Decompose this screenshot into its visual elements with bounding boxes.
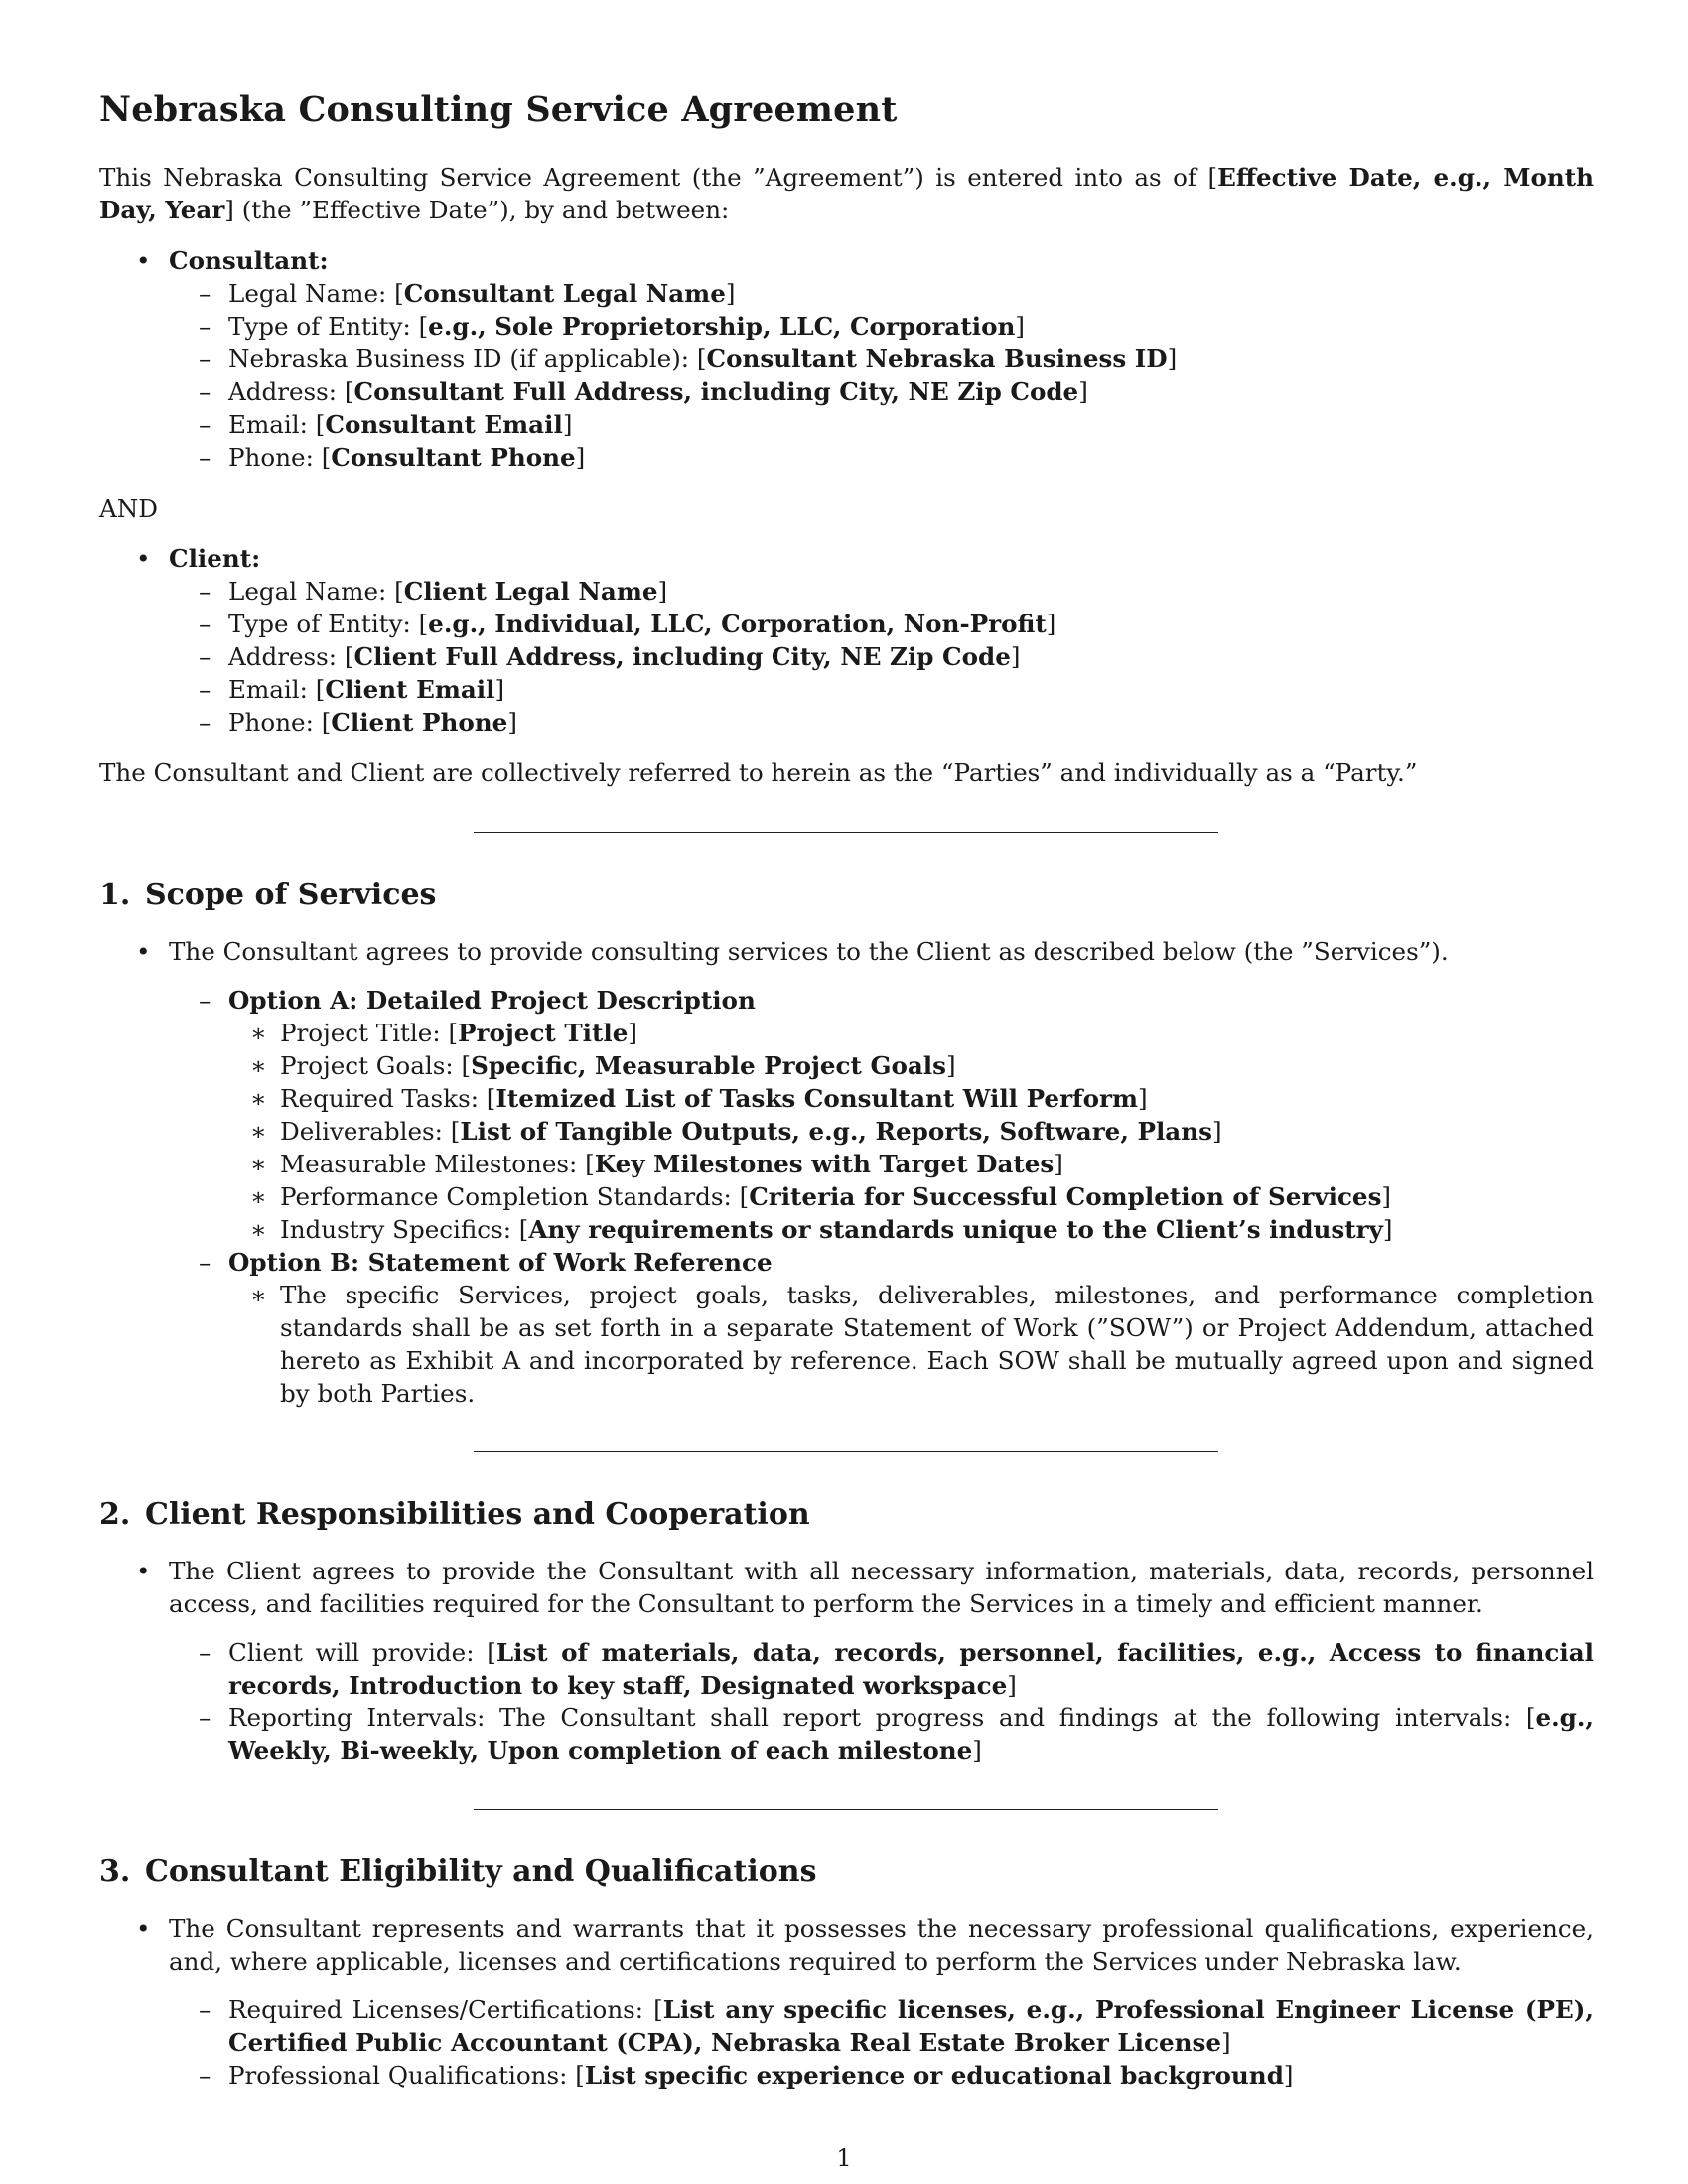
section-3-bullet: • The Consultant represents and warrants that it possesses the necessary professional qualifications, experience, and, where applicable, licenses and certifications required to perform the Services under Nebraska law. [99, 1912, 1594, 1978]
client-field: – Type of Entity: [e.g., Individual, LLC, Corporation, Non-Profit] [99, 608, 1594, 640]
section-2-heading: 2. Client Responsibilities and Cooperation [99, 1497, 810, 1532]
section-3-heading: 3. Consultant Eligibility and Qualifications [99, 1854, 817, 1889]
consultant-field: – Address: [Consultant Full Address, including City, NE Zip Code] [99, 375, 1594, 408]
client-block [99, 542, 1594, 739]
client-field: – Address: [Client Full Address, including City, NE Zip Code] [99, 640, 1594, 673]
intro-paragraph: This Nebraska Consulting Service Agreement (the ”Agreement”) is entered into as of [Effective Date, e.g., Month Day, Year] (the ”Effective Date”), by and between: [99, 163, 1594, 224]
section-2-body [99, 1555, 1594, 1767]
consultant-field: – Email: [Consultant Email] [99, 408, 1594, 441]
licenses-item: – Required Licenses/Certifications: [List any specific licenses, e.g., Professional Engineer License (PE), Certified Public Accountant (CPA), Nebraska Real Estate Broker License] [99, 1993, 1594, 2059]
document-title: Nebraska Consulting Service Agreement [99, 89, 898, 130]
section-2-bullet: • The Client agrees to provide the Consultant with all necessary information, materials, data, records, personnel access, and facilities required for the Consultant to perform the Services in a timely and efficient manner. [99, 1555, 1594, 1620]
section-divider [474, 1451, 1218, 1452]
option-a-item: ∗ Required Tasks: [Itemized List of Tasks Consultant Will Perform] [99, 1082, 1594, 1115]
section-1-bullet: • The Consultant agrees to provide consulting services to the Client as described below (the ”Services”). [99, 935, 1594, 968]
section-3-body [99, 1912, 1594, 2092]
option-a-item: ∗ Performance Completion Standards: [Criteria for Successful Completion of Services] [99, 1180, 1594, 1213]
option-a-item: ∗ Project Goals: [Specific, Measurable Project Goals] [99, 1049, 1594, 1082]
reporting-intervals-item: – Reporting Intervals: The Consultant shall report progress and findings at the following intervals: [e.g., Weekly, Bi-weekly, Upon completion of each milestone] [99, 1702, 1594, 1767]
option-a-item: ∗ Industry Specifics: [Any requirements or standards unique to the Client’s industry] [99, 1213, 1594, 1246]
consultant-field: – Phone: [Consultant Phone] [99, 441, 1594, 474]
page-number: 1 [836, 2144, 852, 2172]
consultant-field: – Legal Name: [Consultant Legal Name] [99, 277, 1594, 310]
option-b-heading: – Option B: Statement of Work Reference [99, 1246, 1594, 1279]
qualifications-item: – Professional Qualifications: [List specific experience or educational background] [99, 2059, 1594, 2092]
client-heading: • Client: [99, 542, 1594, 575]
consultant-heading: • Consultant: [99, 244, 1594, 277]
option-a-item: ∗ Project Title: [Project Title] [99, 1017, 1594, 1049]
client-provide-item: – Client will provide: [List of materials, data, records, personnel, facilities, e.g., Access to financial records, Introduction to key staff, Designated workspace] [99, 1636, 1594, 1702]
section-divider [474, 832, 1218, 833]
section-1-heading: 1. Scope of Services [99, 878, 437, 912]
option-a-item: ∗ Measurable Milestones: [Key Milestones with Target Dates] [99, 1148, 1594, 1180]
consultant-field: – Type of Entity: [e.g., Sole Proprietorship, LLC, Corporation] [99, 310, 1594, 342]
client-field: – Phone: [Client Phone] [99, 706, 1594, 739]
and-separator: AND [99, 494, 158, 523]
parties-paragraph: The Consultant and Client are collectively referred to herein as the “Parties” and individually as a “Party.” [99, 758, 1418, 787]
section-divider [474, 1809, 1218, 1810]
client-field: – Legal Name: [Client Legal Name] [99, 575, 1594, 608]
effective-date-placeholder: Effective Date, e.g., Month Day, Year [99, 163, 1594, 224]
option-a-item: ∗ Deliverables: [List of Tangible Outputs, e.g., Reports, Software, Plans] [99, 1115, 1594, 1148]
consultant-field: – Nebraska Business ID (if applicable): [Consultant Nebraska Business ID] [99, 342, 1594, 375]
consultant-block [99, 244, 1594, 474]
option-b-text: ∗ The specific Services, project goals, tasks, deliverables, milestones, and performance completion standards shall be as set forth in a separate Statement of Work (”SOW”) or Project Addendum, attached hereto as Exhibit A and incorporated by reference. Each SOW shall be mutually agreed upon and signed by both Parties. [99, 1279, 1594, 1410]
section-1-body [99, 935, 1594, 1410]
option-a-heading: – Option A: Detailed Project Description [99, 984, 1594, 1017]
client-field: – Email: [Client Email] [99, 673, 1594, 706]
